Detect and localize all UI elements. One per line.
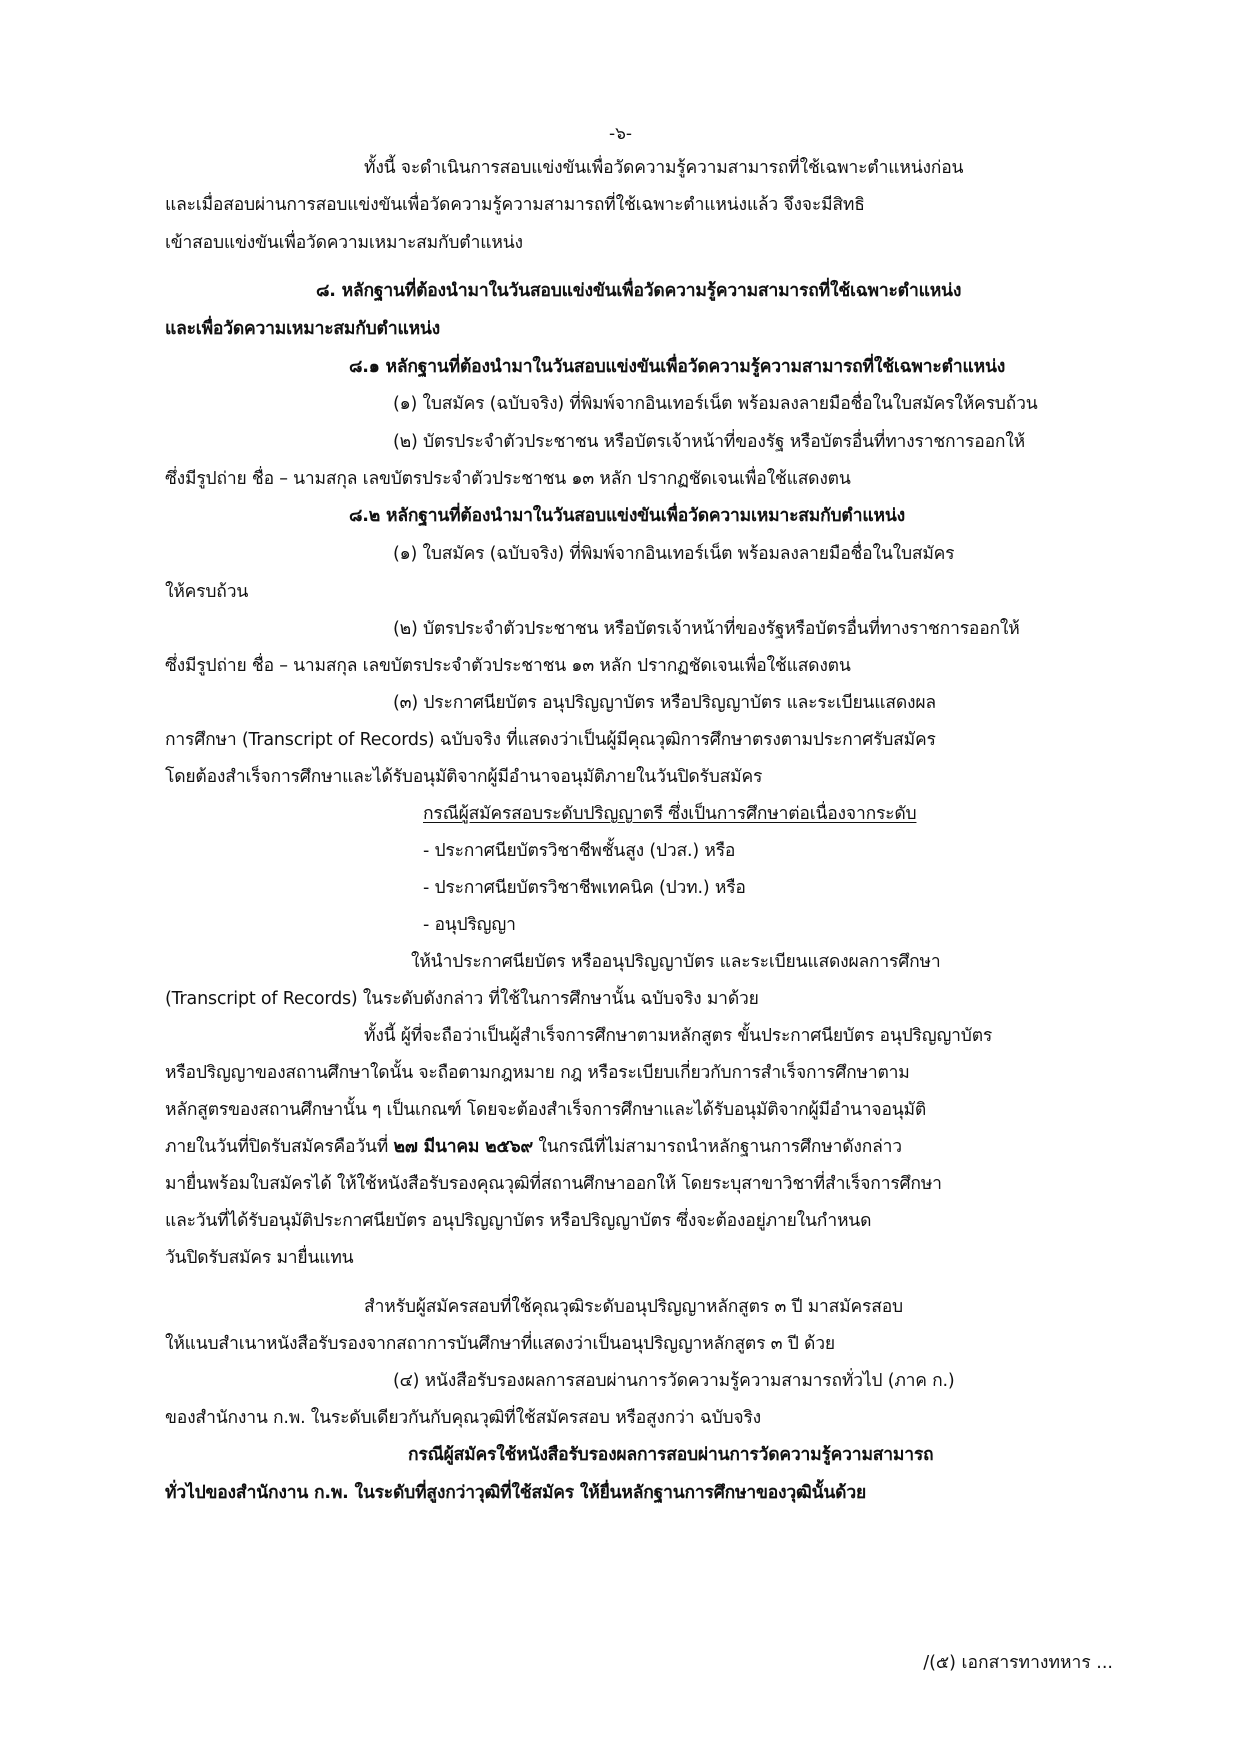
text-line: หลักสูตรของสถานศึกษานั้น ๆ เป็นเกณฑ์ โดยจะต้องสำเร็จการศึกษาและได้รับอนุมัติจากผู้มีอำนาจอนุมัติ (165, 1100, 927, 1120)
text-line: และเมื่อสอบผ่านการสอบแข่งขันเพื่อวัดความรู้ความสามารถที่ใช้เฉพาะตำแหน่งแล้ว จึงจะมีสิทธิ (165, 195, 865, 215)
heading-line: ทั่วไปของสำนักงาน ก.พ. ในระดับที่สูงกว่าวุฒิที่ใช้สมัคร ให้ยื่นหลักฐานการศึกษาของวุฒินั้นด้วย (165, 1483, 867, 1503)
text-line: วันปิดรับสมัคร มายื่นแทน (165, 1248, 354, 1268)
text-line: (๔) หนังสือรับรองผลการสอบผ่านการวัดความรู้ความสามารถทั่วไป (ภาค ก.) (393, 1371, 955, 1391)
text-line: กรณีผู้สมัครสอบระดับปริญญาตรี ซึ่งเป็นการศึกษาต่อเนื่องจากระดับ (423, 804, 917, 824)
continuation-footer: /(๕) เอกสารทางทหาร ... (923, 1653, 1113, 1673)
text-line: ของสำนักงาน ก.พ. ในระดับเดียวกันกับคุณวุฒิที่ใช้สมัครสอบ หรือสูงกว่า ฉบับจริง (165, 1408, 762, 1428)
text-segment: ภายในวันที่ปิดรับสมัครคือวันที่ (165, 1137, 394, 1157)
text-line: หรือปริญญาของสถานศึกษาใดนั้น จะถือตามกฎหมาย กฎ หรือระเบียบเกี่ยวกับการสำเร็จการศึกษาตาม (165, 1063, 910, 1083)
text-line: (๒) บัตรประจำตัวประชาชน หรือบัตรเจ้าหน้าที่ของรัฐ หรือบัตรอื่นที่ทางราชการออกให้ (393, 432, 1025, 452)
text-line (165, 1134, 902, 1160)
deadline-date: ๒๗ มีนาคม ๒๕๖๙ (393, 1137, 534, 1157)
text-line: (Transcript of Records) ในระดับดังกล่าว ที่ใช้ในการศึกษานั้น ฉบับจริง มาด้วย (165, 989, 759, 1009)
text-line: (๓) ประกาศนียบัตร อนุปริญญาบัตร หรือปริญญาบัตร และระเบียนแสดงผล (393, 693, 936, 713)
text-line: สำหรับผู้สมัครสอบที่ใช้คุณวุฒิระดับอนุปริญญาหลักสูตร ๓ ปี มาสมัครสอบ (364, 1297, 903, 1317)
text-line: - อนุปริญญา (423, 915, 516, 935)
heading-line: ๘.๑ หลักฐานที่ต้องนำมาในวันสอบแข่งขันเพื่อวัดความรู้ความสามารถที่ใช้เฉพาะตำแหน่ง (349, 357, 1006, 377)
text-line: (๒) บัตรประจำตัวประชาชน หรือบัตรเจ้าหน้าที่ของรัฐหรือบัตรอื่นที่ทางราชการออกให้ (393, 619, 1020, 639)
heading-line: ๘. หลักฐานที่ต้องนำมาในวันสอบแข่งขันเพื่อวัดความรู้ความสามารถที่ใช้เฉพาะตำแหน่ง (316, 281, 962, 301)
text-line: - ประกาศนียบัตรวิชาชีพเทคนิค (ปวท.) หรือ (423, 878, 746, 898)
text-line: - ประกาศนียบัตรวิชาชีพชั้นสูง (ปวส.) หรือ (423, 841, 736, 861)
text-line: (๑) ใบสมัคร (ฉบับจริง) ที่พิมพ์จากอินเทอร์เน็ต พร้อมลงลายมือชื่อในใบสมัคร (393, 544, 955, 564)
heading-line: กรณีผู้สมัครใช้หนังสือรับรองผลการสอบผ่านการวัดความรู้ความสามารถ (408, 1445, 934, 1465)
text-line: ซึ่งมีรูปถ่าย ชื่อ – นามสกุล เลขบัตรประจำตัวประชาชน ๑๓ หลัก ปรากฏชัดเจนเพื่อใช้แสดงตน (165, 469, 851, 489)
text-line: มายื่นพร้อมใบสมัครได้ ให้ใช้หนังสือรับรองคุณวุฒิที่สถานศึกษาออกให้ โดยระบุสาขาวิชาที่สำเร็จการศึกษา (165, 1174, 942, 1194)
text-segment: ในกรณีที่ไม่สามารถนำหลักฐานการศึกษาดังกล่าว (533, 1137, 902, 1157)
page-number: -๖- (608, 124, 633, 144)
text-line: ทั้งนี้ ผู้ที่จะถือว่าเป็นผู้สำเร็จการศึกษาตามหลักสูตร ขั้นประกาศนียบัตร อนุปริญญาบัตร (364, 1026, 993, 1046)
text-line: ให้นำประกาศนียบัตร หรืออนุปริญญาบัตร และระเบียนแสดงผลการศึกษา (411, 952, 941, 972)
text-line: ให้ครบถ้วน (165, 582, 249, 602)
heading-line: และเพื่อวัดความเหมาะสมกับตำแหน่ง (165, 319, 441, 339)
text-line: ให้แนบสำเนาหนังสือรับรองจากสถาการบันศึกษาที่แสดงว่าเป็นอนุปริญญาหลักสูตร ๓ ปี ด้วย (165, 1334, 835, 1354)
text-line: ทั้งนี้ จะดำเนินการสอบแข่งขันเพื่อวัดความรู้ความสามารถที่ใช้เฉพาะตำแหน่งก่อน (364, 158, 964, 178)
text-line: เข้าสอบแข่งขันเพื่อวัดความเหมาะสมกับตำแหน่ง (165, 233, 523, 253)
text-line: การศึกษา (Transcript of Records) ฉบับจริง ที่แสดงว่าเป็นผู้มีคุณวุฒิการศึกษาตรงตามประกาศรับสมัคร (165, 730, 936, 750)
heading-line: ๘.๒ หลักฐานที่ต้องนำมาในวันสอบแข่งขันเพื่อวัดความเหมาะสมกับตำแหน่ง (349, 506, 905, 526)
text-line: และวันที่ได้รับอนุมัติประกาศนียบัตร อนุปริญญาบัตร หรือปริญญาบัตร ซึ่งจะต้องอยู่ภายในกำหนด (165, 1211, 872, 1231)
text-line: (๑) ใบสมัคร (ฉบับจริง) ที่พิมพ์จากอินเทอร์เน็ต พร้อมลงลายมือชื่อในใบสมัครให้ครบถ้วน (393, 394, 1038, 414)
text-line: โดยต้องสำเร็จการศึกษาและได้รับอนุมัติจากผู้มีอำนาจอนุมัติภายในวันปิดรับสมัคร (165, 767, 763, 787)
text-line: ซึ่งมีรูปถ่าย ชื่อ – นามสกุล เลขบัตรประจำตัวประชาชน ๑๓ หลัก ปรากฏชัดเจนเพื่อใช้แสดงตน (165, 656, 851, 676)
